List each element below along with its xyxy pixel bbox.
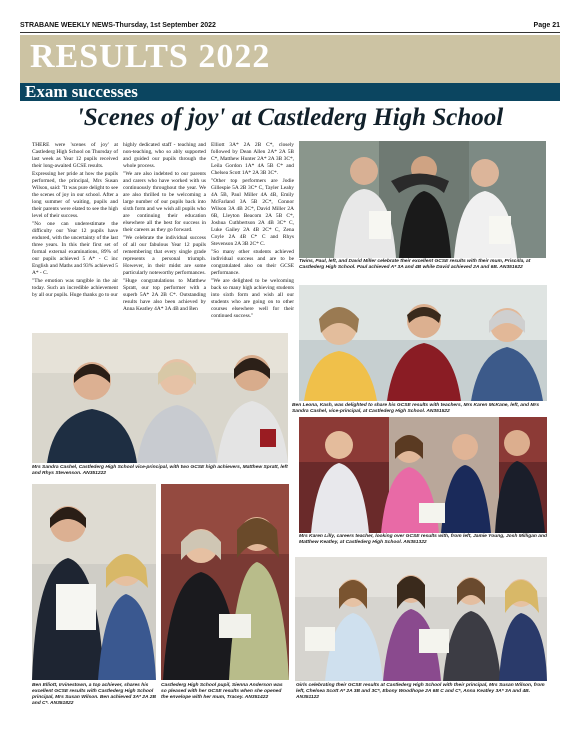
article-paragraph: "Other top performers are Jodie Gillespie 5A 2B 3C* C, Tayler Leahy 4A 5B, Paul Miller 4A 4B, Emily McFarland 3A 5B 2C*, Connor Wilson 3A 4B 2C*, David Miller 2A 6B, Lleyton Beacom 2A 5B C*, Joshua Cuthbertson 2A 4B 3C* C, Luke Gailey 2A 4B 2C* C, Zena Coyle 2A 4B C* C and Rhys Stevenson 2A 3B 2C* C.: [211, 178, 294, 247]
photo-karen-lilly: [299, 417, 547, 533]
article-paragraph: highly dedicated staff - teaching and non-teaching, who so ably supported and guided our pupils through the whole process.: [123, 142, 206, 169]
article-column-1: [32, 142, 118, 300]
caption-ben-elliott: Ben Elliott, Irvinestown, a top achiever, shares his excellent GCSE results with Castlederg High School principal, Mrs Susan Wilson. Ben achieved 3A* 2A 2B and C*. AN351822: [32, 683, 156, 706]
article-column-3: [211, 142, 294, 321]
caption-ben-leona: Ben Leona, Kash, was delighted to share his GCSE results with teachers, Mrs Karen McKane, left, and Mrs Sandra Cashel, vice-principal, at Castlederg High School. AN351522: [292, 403, 540, 414]
headline: 'Scenes of joy' at Castlederg High School: [76, 104, 504, 131]
article-paragraph: "We are also indebted to our parents and carers who have worked with us continuously throughout the year. We are also thrilled to be welcoming a large number of our pupils back into sixth form and we wish all pupils who are continuing their education elsewhere all the best for success in their careers as they go forward.: [123, 171, 206, 233]
article-paragraph: Elliott 3A* 2A 2B C*, closely followed by Dean Allen 2A* 2A 5B C*, Matthew Hunter 2A* 2A 3B 3C*, Leila Gordon 1A* 4A 5B C* and Chelsea Scott 1A* 2A 3B 3C*.: [211, 142, 294, 176]
article-paragraph: "No one can underestimate the difficulty our Year 12 pupils have endured, with the uncertainty of the last three years. In this their first set of formal external examinations, 89% of our pupils achieved 5 A* - C inc English and Maths and 93% achieved 5 A* - C.: [32, 221, 118, 276]
masthead-date: STRABANE WEEKLY NEWS-Thursday, 1st September 2022: [20, 22, 216, 29]
article-paragraph: "We celebrate the individual success of all our fabulous Year 12 pupils remembering that every single grade represents a personal triumph. However, in their midst are some particularly noteworthy performances.: [123, 235, 206, 276]
photo-girls: [295, 557, 547, 681]
caption-sienna: Castlederg High School pupil, Sienna Anderson was so pleased with her GCSE results when she opened the envelope with her mum, Tracey. AN351422: [161, 683, 283, 700]
article-paragraph: "The emotion was tangible in the air today. Such an incredible achievement by all our pupils. Huge thanks go to our: [32, 278, 118, 298]
article-paragraph: Expressing her pride at how the pupils performed, the principal, Mrs Susan Wilson, said: "It was pure delight to see the scenes of joy in our school. After a long summer of waiting, pupils and their parents were elated to see the high level of their success.: [32, 171, 118, 219]
masthead: [20, 22, 560, 32]
masthead-rule: [20, 32, 560, 33]
banner-title: RESULTS 2022: [30, 38, 271, 75]
photo-sienna: [161, 484, 289, 680]
section-title: Exam successes: [25, 82, 138, 101]
photo-sandra-cashel: [32, 333, 288, 463]
article-paragraph: "So many other students achieved individual success and are to be congratulated also on their GCSE performance.: [211, 249, 294, 276]
caption-sandra-cashel: Mrs Sandra Cashel, Castlederg High School vice-principal, with two GCSE high achievers, Matthew Spratt, left and Rhys Stevenson. AN351222: [32, 465, 288, 476]
article-column-2: [123, 142, 206, 314]
photo-ben-elliott: [32, 484, 156, 680]
article-paragraph: THERE were 'scenes of joy' at Castlederg High School on Thursday of last week as Year 12 pupils received their long-awaited GCSE results.: [32, 142, 118, 169]
results-banner: [20, 35, 560, 83]
caption-twins: Twins, Paul, left, and David Miller celebrate their excellent GCSE results with their mum, Priscilla, at Castlederg High School. Paul achieved A* 3A and 4B while David achieved 2A and 6B. AN351622: [299, 259, 531, 270]
article-paragraph: "We are delighted to be welcoming back so many high achieving students into sixth form and wish all our students who are going on to other courses elsewhere well for their continued success.": [211, 278, 294, 319]
photo-ben-leona: [299, 285, 547, 401]
photo-twins: [299, 141, 546, 258]
caption-karen-lilly: Mrs Karen Lilly, careers teacher, looking over GCSE results with, from left, Jamie Young, Josh Milligan and Matthew Keatley, at Castlederg High School. AN351322: [299, 534, 547, 545]
caption-girls: Girls celebrating their GCSE results at Castlederg High School with their principal, Mrs Susan Wilson, from left, Chelsea Scott A* 2A 3B and 3C*, Ebony Woodhope 2A 6B C and C*, Anna Keatley 3A* 3A and 4B. AN351122: [296, 683, 545, 700]
page-number: Page 21: [533, 22, 560, 29]
section-bar: [20, 83, 560, 101]
article-paragraph: "Huge congratulations to Matthew Spratt, our top performer with a superb 5A* 2A 2B C*. Outstanding results have also been achieved by Anna Keatley 4A* 3A 4B and Ben: [123, 278, 206, 312]
